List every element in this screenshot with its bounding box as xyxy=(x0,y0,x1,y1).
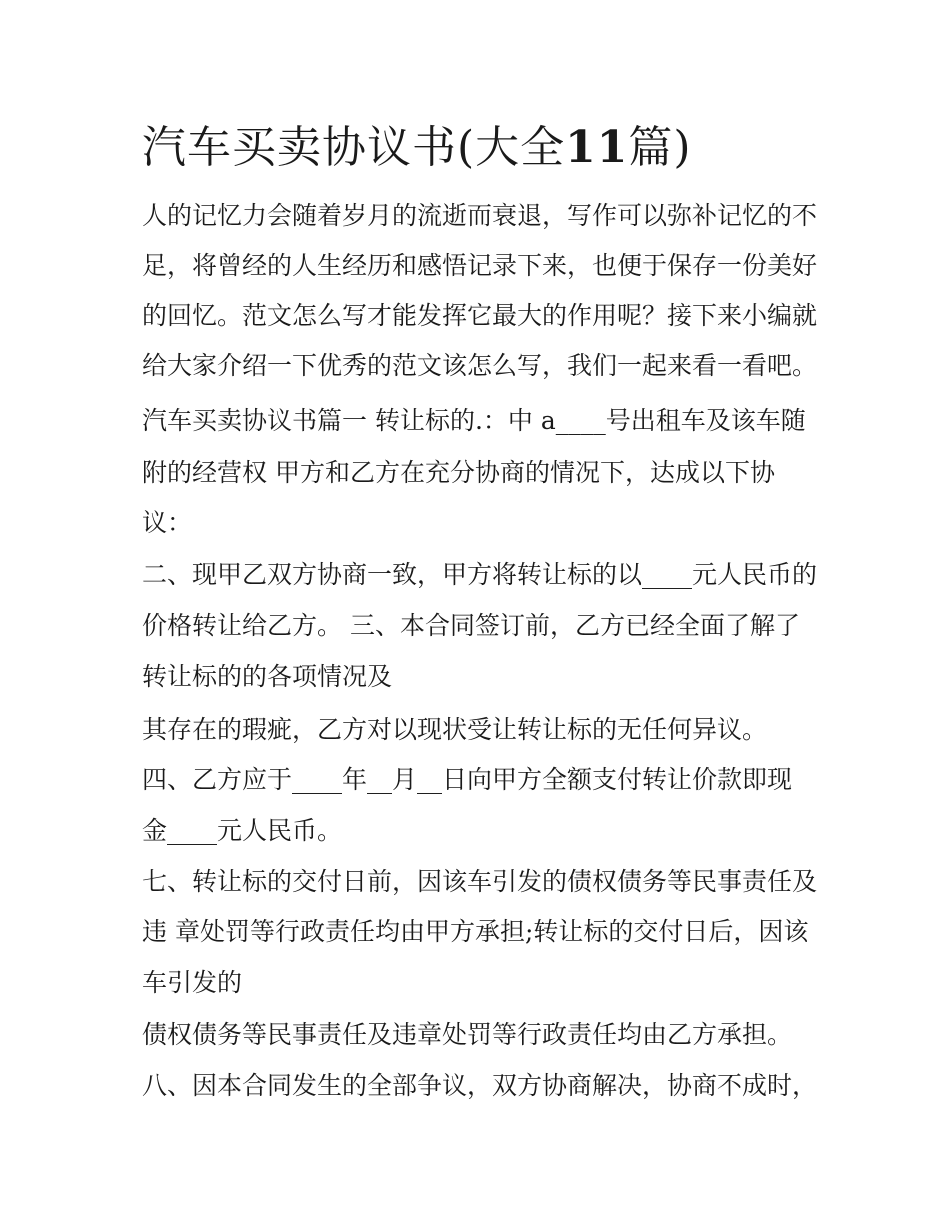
body-line-10: 转让标的的各项情况及 xyxy=(142,662,393,691)
body-line-9: 价格转让给乙方。 三、本合同签订前，乙方已经全面了解了 xyxy=(142,611,800,640)
body-line-1: 人的记忆力会随着岁月的流逝而衰退，写作可以弥补记忆的不 xyxy=(142,201,818,230)
body-line-2: 足，将曾经的人生经历和感悟记录下来，也便于保存一份美好 xyxy=(142,251,818,280)
body-line-15: 违 章处罚等行政责任均由甲方承担;转让标的交付日后，因该 xyxy=(142,917,809,946)
body-line-13: 金____元人民币。 xyxy=(142,816,343,845)
body-line-18: 八、因本合同发生的全部争议，双方协商解决，协商不成时， xyxy=(142,1071,818,1100)
body-line-3: 的回忆。范文怎么写才能发挥它最大的作用呢？接下来小编就 xyxy=(142,301,818,330)
title-prefix: 汽车买卖协议书(大全 xyxy=(142,122,566,173)
body-line-14: 七、转让标的交付日前，因该车引发的债权债务等民事责任及 xyxy=(142,867,818,896)
body-line-6: 附的经营权 甲方和乙方在充分协商的情况下，达成以下协 xyxy=(142,458,775,487)
body-line-12: 四、乙方应于____年__月__日向甲方全额支付转让价款即现 xyxy=(142,765,793,794)
body-line-16: 车引发的 xyxy=(142,968,243,997)
body-line-17: 债权债务等民事责任及违章处罚等行政责任均由乙方承担。 xyxy=(142,1020,793,1049)
body-line-8: 二、现甲乙双方协商一致，甲方将转让标的以____元人民币的 xyxy=(142,560,818,589)
title-suffix: 篇) xyxy=(628,122,692,173)
title-number: 11 xyxy=(565,122,629,173)
body-line-11: 其存在的瑕疵，乙方对以现状受让转让标的无任何异议。 xyxy=(142,715,768,744)
body-line-7: 议： xyxy=(142,508,193,537)
document-title xyxy=(142,118,692,178)
body-line-4: 给大家介绍一下优秀的范文该怎么写，我们一起来看一看吧。 xyxy=(142,351,818,380)
body-line-5: 汽车买卖协议书篇一 转让标的.：中 a____号出租车及该车随 xyxy=(142,406,806,435)
